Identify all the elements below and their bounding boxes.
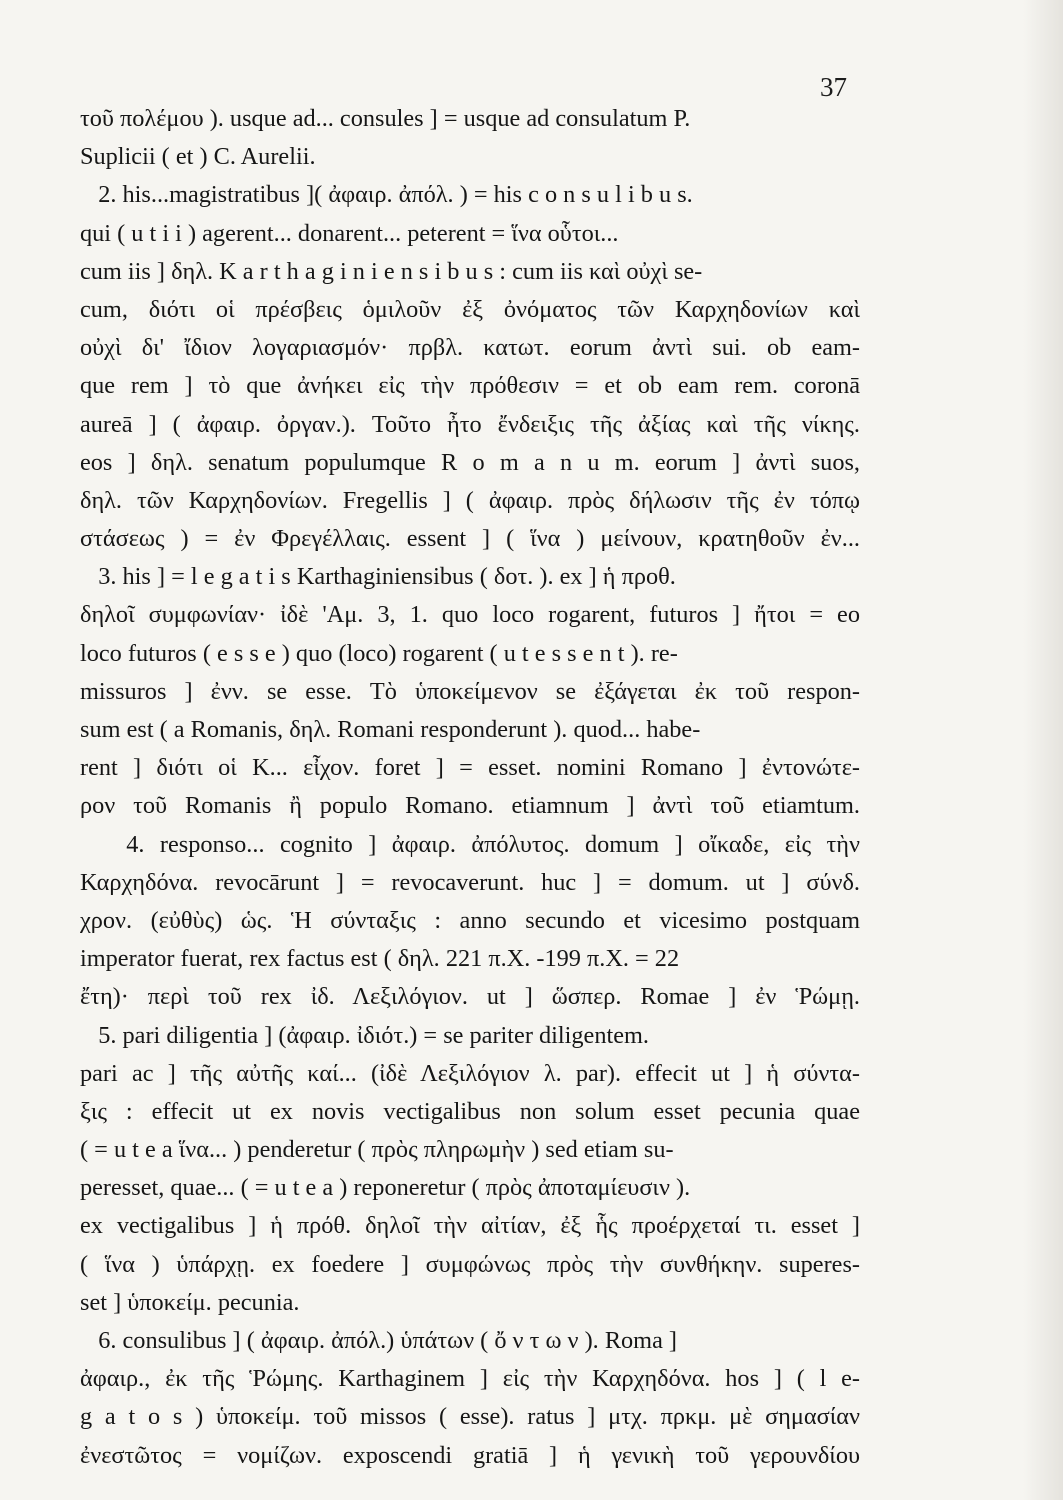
text-line: 4. responso... cognito ] ἀφαιρ. ἀπόλυτος. domum ] οἴκαδε, εἰς τὴν — [80, 830, 860, 858]
text-line: στάσεως ) = ἐν Φρεγέλλαις. essent ] ( ἵνα ) μείνουν, κρατηθοῦν ἐν... — [80, 525, 860, 553]
text-line: ξις : effecit ut ex novis vectigalibus non solum esset pecunia quae — [80, 1097, 860, 1125]
page-number: 37 — [820, 72, 847, 102]
text-line: οὐχὶ δι' ἴδιον λογαριασμόν· πρβλ. κατωτ. eorum ἀντὶ sui. ob eam- — [80, 334, 860, 362]
page-edge-shadow — [1023, 0, 1063, 1500]
commentary-text — [80, 100, 860, 1475]
text-line: imperator fuerat, rex factus est ( δηλ. 221 π.Χ. -199 π.Χ. = 22 — [80, 945, 680, 973]
text-line: missuros ] ἐνν. se esse. Τὸ ὑποκείμενον se ἐξάγεται ἐκ τοῦ respon- — [80, 677, 860, 705]
text-line: Suplicii ( et ) C. Aurelii. — [80, 143, 316, 171]
text-line: sum est ( a Romanis, δηλ. Romani responderunt ). quod... habe- — [80, 716, 701, 743]
text-line: ἐνεστῶτος = νομίζων. exposcendi gratiā ] ἡ γενικὴ τοῦ γερουνδίου — [80, 1441, 860, 1469]
text-line: set ] ὑποκείμ. pecunia. — [80, 1288, 300, 1316]
text-line: δηλ. τῶν Καρχηδονίων. Fregellis ] ( ἀφαιρ. πρὸς δήλωσιν τῆς ἐν τόπῳ — [80, 486, 860, 514]
text-line: 5. pari diligentia ] (ἀφαιρ. ἰδιότ.) = se pariter diligentem. — [80, 1021, 649, 1049]
text-line: cum iis ] δηλ. K a r t h a g i n i e n s i b u s : cum iis καὶ οὐχὶ se- — [80, 257, 703, 285]
text-line: χρον. (εὐθὺς) ὡς. Ἡ σύνταξις : anno secundo et vicesimo postquam — [80, 906, 860, 934]
text-line: ἔτη)· περὶ τοῦ rex ἰδ. Λεξιλόγιον. ut ] ὥσπερ. Romae ] ἐν Ῥώμῃ. — [80, 983, 860, 1011]
text-line: τοῦ πολέμου ). usque ad... consules ] = usque ad consulatum P. — [80, 105, 691, 132]
text-line: ἀφαιρ., ἐκ τῆς Ῥώμης. Karthaginem ] εἰς τὴν Καρχηδόνα. hos ] ( l e- — [80, 1365, 860, 1393]
text-line: eos ] δηλ. senatum populumque R o m a n u m. eorum ] ἀντὶ suos, — [80, 448, 860, 476]
text-line: rent ] διότι οἱ K... εἶχον. foret ] = esset. nomini Romano ] ἐντονώτε- — [80, 754, 860, 782]
text-line: g a t o s ) ὑποκείμ. τοῦ missos ( esse). ratus ] μτχ. πρκμ. μὲ σημασίαν — [80, 1403, 860, 1431]
text-line: aureā ] ( ἀφαιρ. ὀργαν.). Τοῦτο ἦτο ἔνδειξις τῆς ἀξίας καὶ τῆς νίκης. — [80, 410, 860, 438]
text-line: qui ( u t i i ) agerent... donarent... peterent = ἵνα οὗτοι... — [80, 219, 619, 247]
text-line: ρον τοῦ Romanis ἢ populo Romano. etiamnum ] ἀντὶ τοῦ etiamtum. — [80, 792, 860, 820]
text-line: pari ac ] τῆς αὐτῆς καί... (ἰδὲ Λεξιλόγιον λ. par). effecit ut ] ἡ σύντα- — [80, 1059, 860, 1087]
text-line: 6. consulibus ] ( ἀφαιρ. ἀπόλ.) ὑπάτων ( ὄ ν τ ω ν ). Roma ] — [80, 1327, 678, 1354]
text-line: Καρχηδόνα. revocārunt ] = revocaverunt. huc ] = domum. ut ] σύνδ. — [80, 868, 860, 896]
text-line: 3. his ] = l e g a t i s Karthaginiensibus ( δοτ. ). ex ] ἡ προθ. — [80, 563, 676, 591]
text-line: ex vectigalibus ] ἡ πρόθ. δηλοῖ τὴν αἰτίαν, ἐξ ἧς προέρχεταί τι. esset ] — [80, 1212, 860, 1240]
text-line: ( = u t e a ἵνα... ) penderetur ( πρὸς πληρωμὴν ) sed etiam su- — [80, 1136, 674, 1164]
text-line: que rem ] τὸ que ἀνήκει εἰς τὴν πρόθεσιν = et ob eam rem. coronā — [80, 372, 860, 400]
text-line: peresset, quae... ( = u t e a ) reponeretur ( πρὸς ἀποταμίευσιν ). — [80, 1174, 691, 1202]
text-line: loco futuros ( e s s e ) quo (loco) rogarent ( u t e s s e n t ). re- — [80, 639, 678, 667]
text-line: 2. his...magistratibus ]( ἀφαιρ. ἀπόλ. ) = his c o n s u l i b u s. — [80, 181, 693, 209]
text-line: cum, διότι οἱ πρέσβεις ὁμιλοῦν ἐξ ὀνόματος τῶν Καρχηδονίων καὶ — [80, 295, 860, 323]
text-line: δηλοῖ συμφωνίαν· ἰδὲ 'Αμ. 3, 1. quo loco rogarent, futuros ] ἤτοι = eo — [80, 601, 860, 629]
text-line: ( ἵνα ) ὑπάρχῃ. ex foedere ] συμφώνως πρὸς τὴν συνθήκην. superes- — [80, 1250, 860, 1278]
